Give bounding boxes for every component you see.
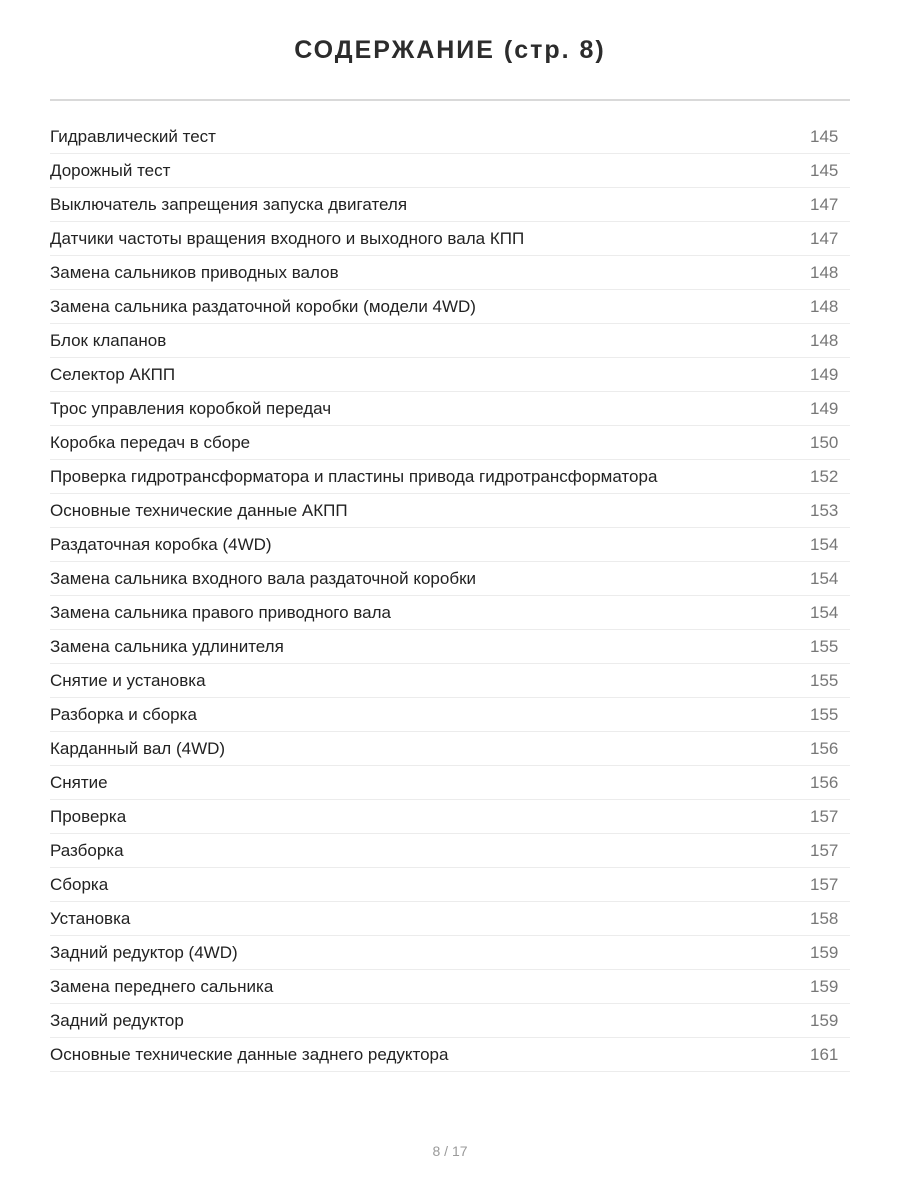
toc-entry-title: Карданный вал (4WD) [50, 738, 226, 758]
table-of-contents [50, 120, 850, 1072]
toc-entry [50, 902, 850, 936]
toc-entry [50, 120, 850, 154]
toc-entry-title: Задний редуктор (4WD) [50, 942, 238, 962]
toc-entry-page-number: 154 [810, 602, 839, 622]
toc-entry-title: Снятие [50, 772, 108, 792]
toc-entry-title: Проверка [50, 806, 127, 826]
toc-entry-title: Задний редуктор [50, 1010, 184, 1030]
page-title: СОДЕРЖАНИЕ (стр. 8) [294, 36, 606, 64]
toc-entry-page-number: 155 [810, 704, 839, 724]
toc-entry-page-number: 154 [810, 568, 839, 588]
toc-entry-page-number: 158 [810, 908, 839, 928]
toc-entry-title: Трос управления коробкой передач [50, 398, 332, 418]
toc-entry [50, 596, 850, 630]
toc-entry-page-number: 147 [810, 228, 839, 248]
toc-entry [50, 562, 850, 596]
toc-entry-page-number: 152 [810, 466, 839, 486]
toc-entry [50, 188, 850, 222]
toc-entry-page-number: 148 [810, 262, 839, 282]
toc-entry-title: Замена переднего сальника [50, 976, 274, 996]
toc-entry [50, 290, 850, 324]
toc-entry-title: Снятие и установка [50, 670, 206, 690]
toc-entry [50, 222, 850, 256]
toc-entry-page-number: 155 [810, 670, 839, 690]
toc-entry-page-number: 159 [810, 976, 839, 996]
toc-entry [50, 460, 850, 494]
toc-entry-title: Замена сальника раздаточной коробки (модели 4WD) [50, 296, 476, 316]
toc-entry-page-number: 161 [810, 1044, 839, 1064]
toc-entry-page-number: 156 [810, 772, 839, 792]
toc-entry [50, 256, 850, 290]
toc-entry-title: Замена сальника входного вала раздаточной коробки [50, 568, 477, 588]
toc-entry-page-number: 148 [810, 296, 839, 316]
toc-entry-page-number: 147 [810, 194, 839, 214]
toc-entry-page-number: 159 [810, 1010, 839, 1030]
toc-entry-page-number: 150 [810, 432, 839, 452]
toc-entry [50, 392, 850, 426]
toc-entry [50, 358, 850, 392]
toc-entry-title: Основные технические данные заднего редуктора [50, 1044, 449, 1064]
toc-entry-page-number: 148 [810, 330, 839, 350]
toc-entry-page-number: 153 [810, 500, 839, 520]
toc-entry-page-number: 157 [810, 874, 839, 894]
toc-entry-title: Проверка гидротрансформатора и пластины привода гидротрансформатора [50, 466, 658, 486]
toc-entry-title: Сборка [50, 874, 109, 894]
toc-entry-title: Установка [50, 908, 131, 928]
toc-entry-title: Разборка и сборка [50, 704, 197, 724]
toc-entry-title: Раздаточная коробка (4WD) [50, 534, 272, 554]
toc-entry [50, 970, 850, 1004]
page-indicator: 8 / 17 [432, 1143, 468, 1159]
toc-entry-page-number: 156 [810, 738, 839, 758]
toc-entry [50, 664, 850, 698]
toc-entry-title: Блок клапанов [50, 330, 167, 350]
toc-entry [50, 630, 850, 664]
toc-entry [50, 732, 850, 766]
toc-entry-title: Датчики частоты вращения входного и выходного вала КПП [50, 228, 525, 248]
toc-entry-page-number: 157 [810, 840, 839, 860]
toc-entry-title: Замена сальника правого приводного вала [50, 602, 391, 622]
toc-entry [50, 936, 850, 970]
toc-entry [50, 698, 850, 732]
toc-entry [50, 154, 850, 188]
toc-entry-page-number: 155 [810, 636, 839, 656]
toc-entry-page-number: 149 [810, 398, 839, 418]
toc-entry [50, 426, 850, 460]
toc-entry [50, 766, 850, 800]
toc-entry [50, 1004, 850, 1038]
toc-entry-page-number: 149 [810, 364, 839, 384]
toc-entry-page-number: 145 [810, 126, 839, 146]
toc-entry-title: Выключатель запрещения запуска двигателя [50, 194, 408, 214]
title-divider [50, 99, 850, 101]
toc-entry-page-number: 154 [810, 534, 839, 554]
toc-entry-title: Замена сальников приводных валов [50, 262, 339, 282]
toc-entry [50, 528, 850, 562]
toc-entry-title: Замена сальника удлинителя [50, 636, 284, 656]
toc-entry [50, 834, 850, 868]
toc-entry-title: Дорожный тест [50, 160, 171, 180]
toc-entry-title: Основные технические данные АКПП [50, 500, 348, 520]
toc-entry-page-number: 145 [810, 160, 839, 180]
toc-entry-page-number: 157 [810, 806, 839, 826]
toc-entry-title: Разборка [50, 840, 124, 860]
toc-entry [50, 800, 850, 834]
toc-entry-title: Селектор АКПП [50, 364, 176, 384]
toc-entry [50, 868, 850, 902]
toc-entry-page-number: 159 [810, 942, 839, 962]
toc-entry [50, 324, 850, 358]
toc-entry-title: Коробка передач в сборе [50, 432, 251, 452]
toc-entry [50, 1038, 850, 1072]
toc-entry-title: Гидравлический тест [50, 126, 216, 146]
toc-entry [50, 494, 850, 528]
